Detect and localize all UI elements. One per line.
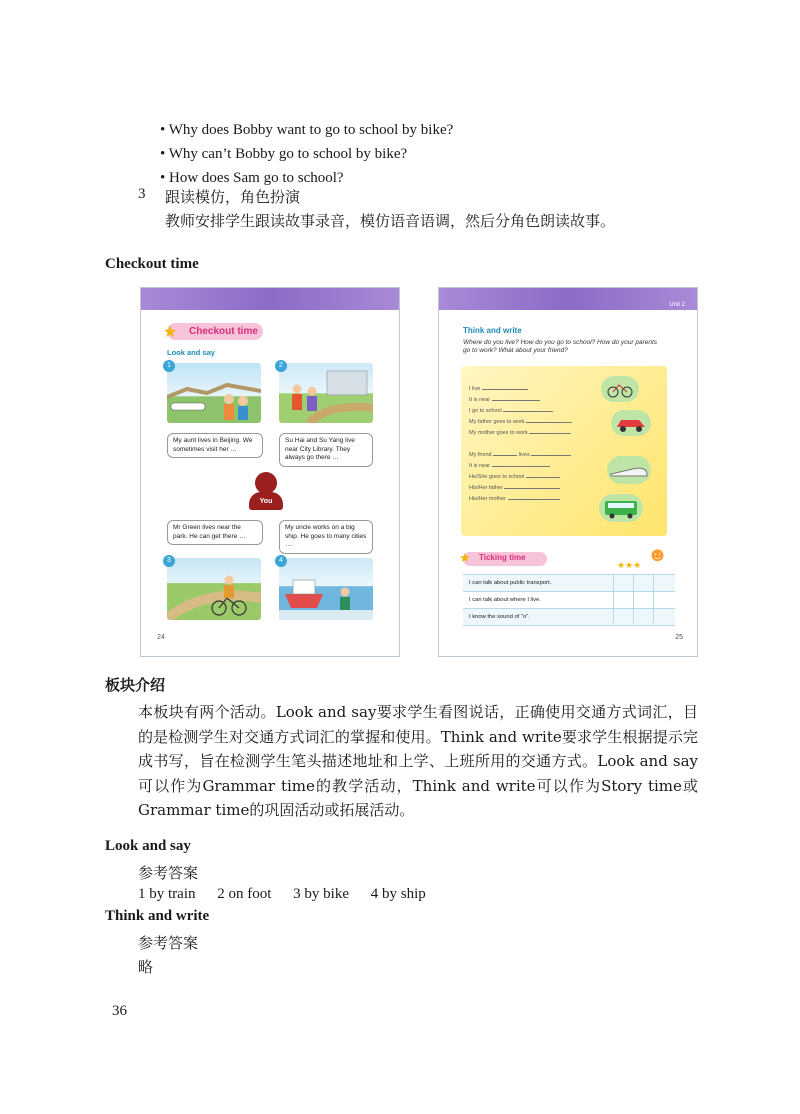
writing-line: His/Her father	[469, 483, 571, 494]
answer-item: 2 on foot	[217, 886, 272, 902]
textbook-right-page	[438, 287, 698, 657]
writing-line: He/She goes to school	[469, 472, 571, 483]
car-icon	[611, 410, 651, 436]
textbook-spread	[140, 287, 698, 657]
ticking-row: I can talk about where I live.	[463, 592, 675, 609]
page-header-band	[141, 288, 399, 310]
number-badge: 3	[163, 555, 175, 567]
answer-item: 4 by ship	[370, 886, 426, 902]
library-picture	[279, 363, 373, 423]
writing-line: It is near	[469, 395, 572, 406]
you-head-icon	[255, 472, 277, 494]
ticking-row: I can talk about public transport.	[463, 575, 675, 592]
think-and-write-heading: Think and write	[105, 908, 210, 924]
writing-line: I go to school	[469, 406, 572, 417]
ticking-row: I know the sound of "o".	[463, 609, 675, 626]
step-number: 3	[138, 186, 146, 202]
step-body: 教师安排学生跟读故事录音，模仿语音语调，然后分角色朗读故事。	[165, 212, 616, 230]
writing-line: I live	[469, 384, 572, 395]
question-list	[160, 118, 453, 190]
mascot-icon: ☻	[647, 544, 669, 566]
bike-icon	[601, 376, 639, 402]
bike-picture	[167, 558, 261, 620]
writing-line: It is near	[469, 461, 571, 472]
page-number: 36	[112, 1003, 127, 1019]
answer-item: 3 by bike	[293, 886, 349, 902]
ship-picture	[279, 558, 373, 620]
bike-illustration	[167, 558, 261, 620]
look-and-say-answers	[138, 886, 444, 903]
writing-lines-b	[469, 450, 571, 505]
great-wall-picture	[167, 363, 261, 423]
question-item: • Why does Bobby want to go to school by bike?	[160, 122, 454, 138]
look-and-say-ref-label: 参考答案	[138, 864, 199, 882]
speech-bubble: My uncle works on a big ship. He goes to many cities …	[279, 520, 373, 554]
speech-bubble: Su Hai and Su Yang live near City Library. They always go there …	[279, 433, 373, 467]
write-prompt: Where do you live? How do you go to school? How do your parents go to work? What about your friend?	[463, 339, 658, 354]
checkout-heading: Checkout time	[105, 256, 199, 272]
ticking-title: Ticking time	[479, 553, 526, 562]
number-badge: 2	[275, 360, 287, 372]
question-item: • Why can’t Bobby go to school by bike?	[160, 146, 408, 162]
unit-label: Unit 2	[669, 302, 685, 308]
left-subtitle: Look and say	[167, 348, 215, 357]
page-header-band	[439, 288, 697, 310]
step-title: 跟读模仿，角色扮演	[165, 188, 301, 206]
ship-illustration	[279, 558, 373, 620]
speech-bubble: My aunt lives in Beijing. We sometimes visit her …	[167, 433, 263, 458]
bus-icon	[599, 494, 643, 522]
number-badge: 4	[275, 555, 287, 567]
library-illustration	[279, 363, 373, 423]
right-page-number: 25	[675, 634, 683, 641]
star-icon: ★	[459, 550, 471, 565]
writing-panel	[461, 366, 667, 536]
you-label: You	[249, 492, 283, 510]
intro-paragraph: 本板块有两个活动。Look and say要求学生看图说话，正确使用交通方式词汇，目的是检测学生对交通方式词汇的掌握和使用。Think and write要求学生根据提示完成书写，旨在检测学生笔头描述地址和上学、上班所用的交通方式。Look and say可以作为Grammar time的教学活动，Think and write可以作为Story time或 Grammar time的巩固活动或拓展活动。	[138, 703, 698, 819]
think-and-write-ref-label: 参考答案	[138, 934, 199, 952]
writing-line: My friend lives	[469, 450, 571, 461]
think-and-write-answer: 略	[138, 958, 154, 976]
question-item: • How does Sam go to school?	[160, 170, 344, 186]
star-icon: ★	[163, 324, 178, 341]
answer-item: 1 by train	[138, 886, 196, 902]
train-icon	[607, 456, 651, 484]
intro-heading: 板块介绍	[105, 676, 166, 694]
look-and-say-heading: Look and say	[105, 838, 191, 854]
number-badge: 1	[163, 360, 175, 372]
stars-icon: ★★★	[617, 560, 642, 570]
speech-bubble: Mr Green lives near the park. He can get there …	[167, 520, 263, 545]
left-page-number: 24	[157, 634, 165, 641]
great-wall-illustration	[167, 363, 261, 423]
textbook-left-page	[140, 287, 400, 657]
writing-line: My father goes to work	[469, 417, 572, 428]
writing-line: My mother goes to work	[469, 428, 572, 439]
writing-line: His/Her mother	[469, 494, 571, 505]
ticking-table	[463, 574, 675, 626]
writing-lines-a	[469, 384, 572, 439]
left-section-title: Checkout time	[189, 326, 258, 337]
right-section-title: Think and write	[463, 326, 522, 335]
